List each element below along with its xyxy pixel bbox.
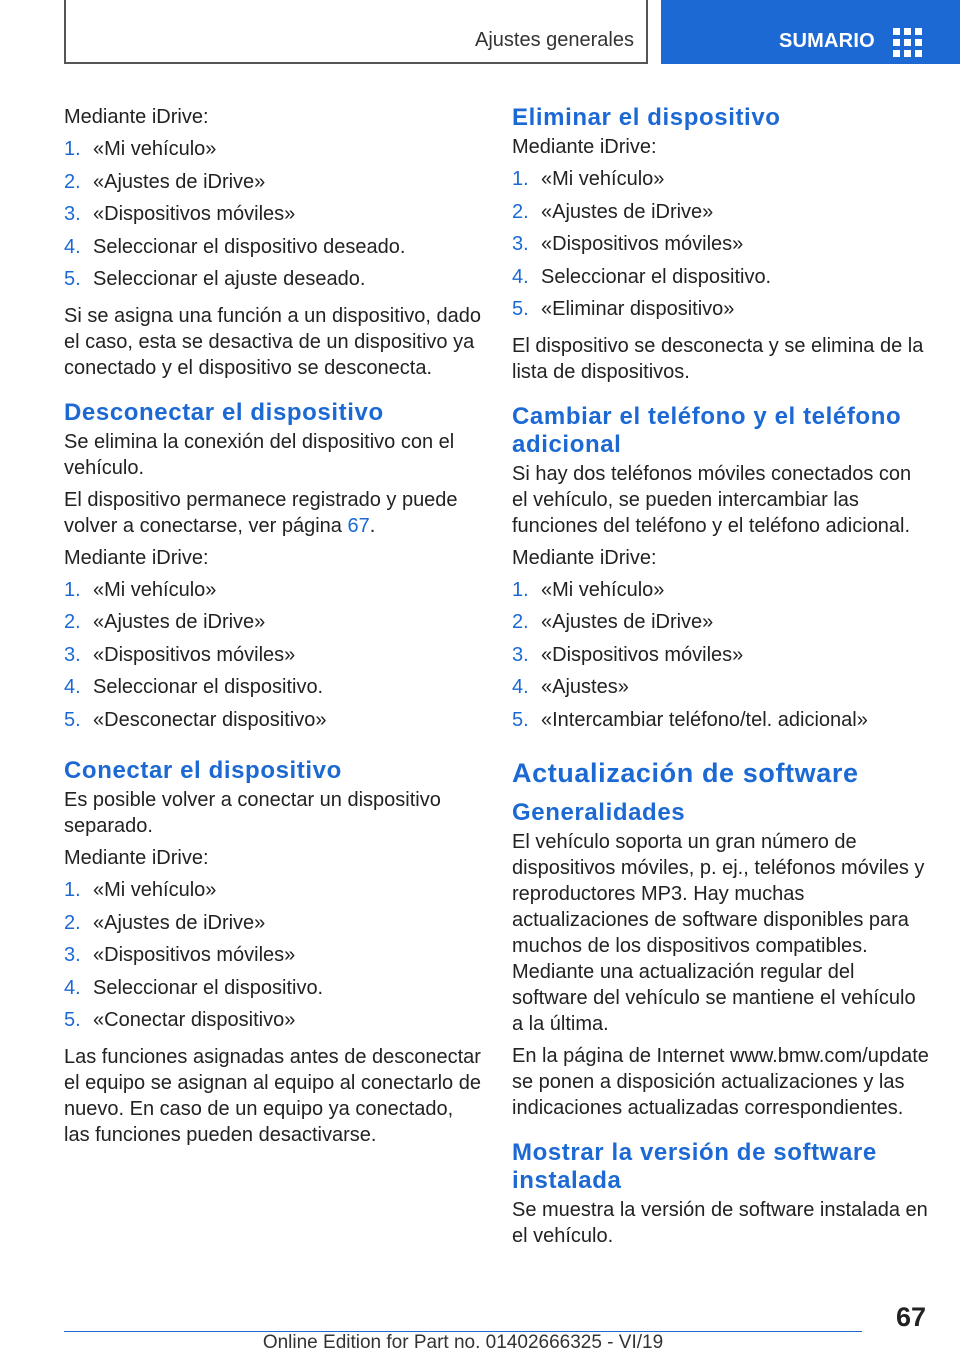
list-item-text: «Dispositivos móviles» xyxy=(541,643,744,666)
sumario-button[interactable] xyxy=(661,0,960,64)
header-section-box xyxy=(64,0,648,64)
right-column xyxy=(512,104,930,1249)
list-item-text: «Ajustes de iDrive» xyxy=(541,200,714,223)
list-item-text: «Mi vehículo» xyxy=(93,578,217,601)
list-item-text: «Dispositivos móviles» xyxy=(93,643,296,666)
list-connect xyxy=(64,877,482,1040)
connect-label: Mediante iDrive: xyxy=(64,847,209,869)
list-item xyxy=(64,877,482,910)
list-item xyxy=(512,609,930,642)
list-item-number: 1. xyxy=(64,879,81,901)
list-item xyxy=(512,296,930,329)
disconnect-paragraph-2-text: El dispositivo permanece registrado y puede volver a conectarse, ver página xyxy=(64,488,458,537)
connect-paragraph-2: Las funciones asignadas antes de desconectar el equipo se asignan al equipo al conectarlo de nuevo. En caso de un equipo ya conectado, las funciones pueden desactivarse. xyxy=(64,1045,481,1146)
list-item xyxy=(64,975,482,1008)
list-item-text: «Ajustes de iDrive» xyxy=(93,611,266,633)
heading-swap-phone: Cambiar el teléfono y el teléfono adicional xyxy=(512,402,902,458)
list-item-number: 4. xyxy=(512,676,529,698)
intro-label: Mediante iDrive: xyxy=(64,106,209,128)
list-item xyxy=(64,1007,482,1040)
list-item xyxy=(512,674,930,707)
list-item-text: «Ajustes de iDrive» xyxy=(541,611,714,633)
list-item xyxy=(64,266,482,299)
disconnect-paragraph-2 xyxy=(64,487,482,539)
list-item-number: 2. xyxy=(64,170,81,193)
list-item-text: «Dispositivos móviles» xyxy=(541,233,744,255)
list-item-text: «Conectar dispositivo» xyxy=(93,1009,296,1031)
list-item-number: 5. xyxy=(512,298,529,320)
list-item-number: 3. xyxy=(64,944,81,966)
list-item-text: Seleccionar el ajuste deseado. xyxy=(93,268,366,290)
list-item-number: 3. xyxy=(512,643,529,666)
heading-show-version: Mostrar la versión de software instalada xyxy=(512,1139,877,1194)
list-item-number: 3. xyxy=(64,643,81,666)
left-column xyxy=(64,104,482,1148)
list-item xyxy=(64,201,482,234)
list-item-number: 3. xyxy=(64,203,81,225)
list-item-text: Seleccionar el dispositivo. xyxy=(93,976,324,999)
list-item xyxy=(512,231,930,264)
list-item-text: «Intercambiar teléfono/tel. adicional» xyxy=(541,708,868,731)
general-paragraph-1: El vehículo soporta un gran número de dispositivos móviles, p. ej., teléfonos móviles y reproductores MP3. Hay muchas actualizaciones de software disponibles para muchos de los dispositivos compatibles. Mediante una actualización regular del software del vehículo se mantiene el vehículo a la última. xyxy=(512,831,925,1035)
list-item xyxy=(64,707,482,740)
page-link-67[interactable]: 67 xyxy=(347,514,370,537)
list-item-number: 2. xyxy=(512,611,529,633)
general-paragraph-2: En la página de Internet www.bmw.com/update se ponen a disposición actualizaciones y las indicaciones actualizadas correspondientes. xyxy=(512,1045,929,1119)
list-item xyxy=(64,942,482,975)
list-item-text: «Desconectar dispositivo» xyxy=(93,708,327,731)
list-item-number: 1. xyxy=(512,578,529,601)
list-delete xyxy=(512,166,930,329)
heading-disconnect: Desconectar el dispositivo xyxy=(64,398,384,426)
list-item-text: Seleccionar el dispositivo. xyxy=(541,265,772,288)
delete-paragraph: El dispositivo se desconecta y se elimina de la lista de dispositivos. xyxy=(512,334,924,383)
list-item-number: 2. xyxy=(512,200,529,223)
list-item xyxy=(64,234,482,267)
list-item-text: «Mi vehículo» xyxy=(93,138,217,160)
list-item-text: «Dispositivos móviles» xyxy=(93,944,296,966)
list-item-text: «Ajustes de iDrive» xyxy=(93,170,266,193)
list-item-number: 4. xyxy=(64,976,81,999)
list-item-number: 5. xyxy=(64,708,81,731)
list-swap xyxy=(512,577,930,740)
sumario-label: SUMARIO xyxy=(779,30,875,52)
list-settings xyxy=(64,136,482,299)
heading-connect: Conectar el dispositivo xyxy=(64,757,342,784)
list-item xyxy=(64,577,482,610)
list-item-text: Seleccionar el dispositivo deseado. xyxy=(93,235,406,258)
footer-edition: Online Edition for Part no. 01402666325 - VI/19 xyxy=(262,1332,664,1353)
list-item-number: 5. xyxy=(64,1009,81,1031)
list-item-text: «Ajustes» xyxy=(541,676,629,698)
list-item xyxy=(512,577,930,610)
list-item-text: «Mi vehículo» xyxy=(93,879,217,901)
list-item xyxy=(512,642,930,675)
assign-paragraph: Si se asigna una función a un dispositivo, dado el caso, esta se desactiva de un dispositivo ya conectado y el dispositivo se desconecta. xyxy=(64,304,481,379)
list-item-text: «Ajustes de iDrive» xyxy=(93,911,266,934)
list-item xyxy=(512,264,930,297)
list-item-number: 3. xyxy=(512,233,529,255)
version-paragraph: Se muestra la versión de software instalada en el vehículo. xyxy=(512,1199,928,1247)
list-item xyxy=(512,199,930,232)
disconnect-label: Mediante iDrive: xyxy=(64,546,209,569)
list-item xyxy=(512,707,930,740)
list-item xyxy=(64,136,482,169)
list-item-number: 5. xyxy=(64,268,81,290)
swap-paragraph: Si hay dos teléfonos móviles conectados con el vehículo, se pueden intercambiar las funciones del teléfono y el teléfono adicional. xyxy=(512,462,912,537)
list-item-number: 4. xyxy=(64,235,81,258)
list-item-number: 4. xyxy=(512,265,529,288)
list-item-number: 2. xyxy=(64,611,81,633)
grid-menu-icon xyxy=(893,28,923,54)
list-item-number: 5. xyxy=(512,708,529,731)
list-item xyxy=(64,674,482,707)
list-item-number: 2. xyxy=(64,911,81,934)
list-item xyxy=(512,166,930,199)
list-item-text: «Dispositivos móviles» xyxy=(93,203,296,225)
list-item xyxy=(64,609,482,642)
list-item-number: 4. xyxy=(64,676,81,698)
connect-paragraph-1: Es posible volver a conectar un dispositivo separado. xyxy=(64,789,441,837)
list-item xyxy=(64,642,482,675)
disconnect-paragraph-2-end: . xyxy=(369,514,376,537)
list-item xyxy=(64,169,482,202)
heading-delete: Eliminar el dispositivo xyxy=(512,104,781,131)
list-disconnect xyxy=(64,577,482,740)
list-item-number: 1. xyxy=(512,168,529,190)
disconnect-paragraph-1: Se elimina la conexión del dispositivo con el vehículo. xyxy=(64,430,455,479)
list-item-text: «Eliminar dispositivo» xyxy=(541,298,735,320)
page-number: 67 xyxy=(895,1302,926,1332)
delete-label: Mediante iDrive: xyxy=(512,136,657,158)
list-item-number: 1. xyxy=(64,578,81,601)
swap-label: Mediante iDrive: xyxy=(512,546,657,569)
list-item xyxy=(64,910,482,943)
list-item-text: «Mi vehículo» xyxy=(541,168,665,190)
list-item-text: «Mi vehículo» xyxy=(541,578,665,601)
section-title: Ajustes generales xyxy=(475,29,634,51)
list-item-text: Seleccionar el dispositivo. xyxy=(93,676,324,698)
heading-general: Generalidades xyxy=(512,799,686,826)
heading-software-update: Actualización de software xyxy=(512,758,859,788)
list-item-number: 1. xyxy=(64,138,81,160)
